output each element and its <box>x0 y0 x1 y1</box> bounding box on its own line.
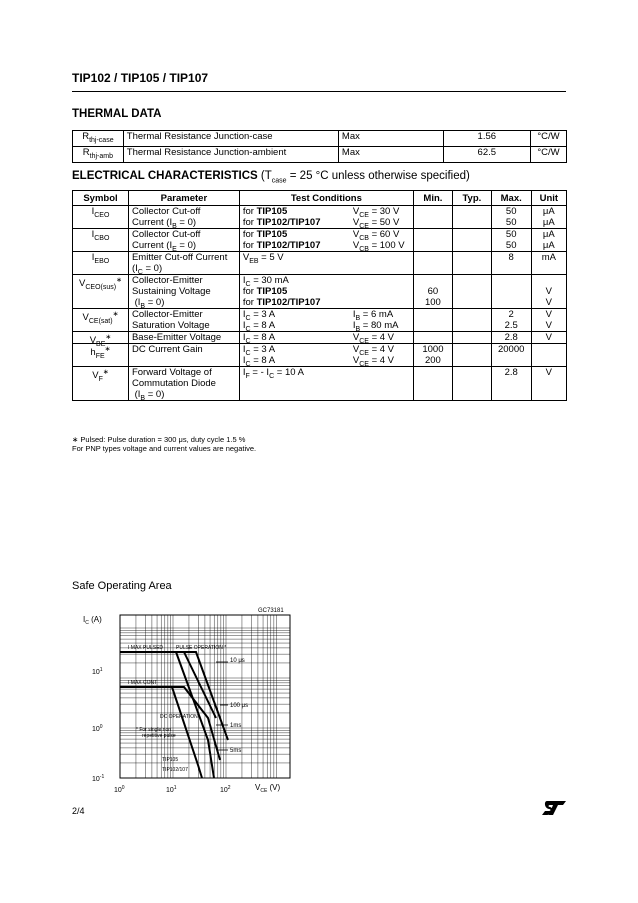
label-tip105: TIP105 <box>162 757 179 763</box>
row-max: 8 <box>491 252 531 275</box>
row-parameter: Collector-Emitter Saturation Voltage <box>128 309 239 332</box>
row-parameter: Collector Cut-off Current $(I_E = 0)$ <box>128 229 239 252</box>
label-repetitive: repetitive pulse <box>142 733 176 739</box>
soa-title: Safe Operating Area <box>72 580 172 592</box>
row-conditions: for TIP105 $V_{CB} = 60$ V for TIP102/TIP107 $V_{CB} = 100$ V <box>239 229 413 252</box>
row-min: 60 100 <box>413 275 452 309</box>
table-row <box>73 367 567 401</box>
row-parameter: Forward Voltage of Commutation Diode $(I_B = 0)$ <box>128 367 239 401</box>
row-symbol: $I_{CBO}$ <box>73 229 129 252</box>
col-conditions: Test Conditions <box>239 191 413 206</box>
y-tick-10-m1: $10^{-1}$ <box>92 774 105 783</box>
row-max: 50 50 <box>491 206 531 229</box>
row-min <box>413 367 452 401</box>
table-row <box>73 275 567 309</box>
table-row <box>73 229 567 252</box>
label-dc-operation: DC OPERATION <box>160 714 198 720</box>
header-row <box>73 191 567 206</box>
row-symbol: $V_{BE}^∗$ <box>73 332 129 344</box>
row-typ <box>452 229 491 252</box>
row-min <box>413 229 452 252</box>
row-conditions: $V_{EB} = 5$ V <box>239 252 413 275</box>
row-conditions: for TIP105 $V_{CE} = 30$ V for TIP102/TIP107 $V_{CE} = 50$ V <box>239 206 413 229</box>
thermal-cond: Max <box>338 131 443 147</box>
row-unit: V V <box>531 275 566 309</box>
y-tick-10-0: $10^0$ <box>92 724 103 733</box>
thermal-param: Thermal Resistance Junction-ambient <box>123 146 338 162</box>
thermal-data-title: THERMAL DATA <box>72 108 162 120</box>
row-parameter: Base-Emitter Voltage <box>128 332 239 344</box>
figure-code: GC73181 <box>258 608 284 614</box>
thermal-param: Thermal Resistance Junction-case <box>123 131 338 147</box>
st-logo-icon <box>541 800 567 816</box>
row-unit: μA μA <box>531 206 566 229</box>
label-5ms: 5ms <box>230 748 242 754</box>
header-rule <box>72 91 566 92</box>
thermal-table <box>72 130 567 163</box>
x-tick-10-1: $10^1$ <box>166 785 177 794</box>
row-max: 50 50 <box>491 229 531 252</box>
row-typ <box>452 344 491 367</box>
row-conditions: $I_C = 3$ A $V_{CE} = 4$ V $I_C = 8$ A $V_{CE} = 4$ V <box>239 344 413 367</box>
row-conditions: $I_C = 30$ mA for TIP105 for TIP102/TIP107 <box>239 275 413 309</box>
col-symbol: Symbol <box>73 191 129 206</box>
row-max: 2 2.5 <box>491 309 531 332</box>
safe-operating-area-chart <box>80 600 300 800</box>
x-tick-10-2: $10^2$ <box>220 785 231 794</box>
row-typ <box>452 332 491 344</box>
row-unit <box>531 344 566 367</box>
col-parameter: Parameter <box>128 191 239 206</box>
row-symbol: $h_{FE}^∗$ <box>73 344 129 367</box>
row-typ <box>452 206 491 229</box>
row-unit: V <box>531 367 566 401</box>
row-unit: V V <box>531 309 566 332</box>
x-axis-label: $V_{CE}$ (V) <box>255 783 281 794</box>
row-conditions: $I_F$ = - $I_C = 10$ A <box>239 367 413 401</box>
table-row <box>73 252 567 275</box>
row-min: 1000 200 <box>413 344 452 367</box>
row-max: 20000 <box>491 344 531 367</box>
table-row <box>73 309 567 332</box>
row-min <box>413 252 452 275</box>
thermal-value: 1.56 <box>443 131 530 147</box>
thermal-value: 62.5 <box>443 146 530 162</box>
thermal-symbol: $R_{thj-case}$ <box>73 131 124 147</box>
x-tick-10-0: $10^0$ <box>114 785 125 794</box>
row-max <box>491 275 531 309</box>
row-unit: mA <box>531 252 566 275</box>
table-row <box>73 206 567 229</box>
row-parameter: Collector Cut-off Current $(I_B = 0)$ <box>128 206 239 229</box>
page-number: 2/4 <box>72 806 85 816</box>
electrical-title: ELECTRICAL CHARACTERISTICS ($T_{case} = 25$ °C unless otherwise specified) <box>72 170 470 185</box>
label-ic-max-cont: I MAX CONT <box>128 680 158 686</box>
document-header: TIP102 / TIP105 / TIP107 <box>72 71 209 85</box>
footnote-pulsed: ∗ Pulsed: Pulse duration = 300 μs, duty cycle 1.5 % <box>72 435 246 444</box>
col-max: Max. <box>491 191 531 206</box>
thermal-row <box>73 131 567 147</box>
row-parameter: Collector-Emitter Sustaining Voltage $(I_B = 0)$ <box>128 275 239 309</box>
row-parameter: DC Current Gain <box>128 344 239 367</box>
col-min: Min. <box>413 191 452 206</box>
y-tick-10-1: $10^1$ <box>92 667 103 676</box>
row-symbol: $I_{EBO}$ <box>73 252 129 275</box>
thermal-unit: °C/W <box>531 131 567 147</box>
label-10us: 10 μs <box>230 658 245 664</box>
footnote-pnp: For PNP types voltage and current values are negative. <box>72 444 257 453</box>
thermal-row <box>73 146 567 162</box>
row-unit: V <box>531 332 566 344</box>
row-max: 2.8 <box>491 367 531 401</box>
col-unit: Unit <box>531 191 566 206</box>
row-max: 2.8 <box>491 332 531 344</box>
thermal-cond: Max <box>338 146 443 162</box>
label-single-pulse: * For single non <box>136 727 172 733</box>
label-1ms: 1ms <box>230 723 242 729</box>
row-symbol: $V_{CEO(sus)}^∗$ <box>73 275 129 309</box>
label-pulse-operation: PULSE OPERATION * <box>176 645 227 651</box>
row-min <box>413 206 452 229</box>
thermal-symbol: $R_{thj-amb}$ <box>73 146 124 162</box>
row-parameter: Emitter Cut-off Current $(I_C = 0)$ <box>128 252 239 275</box>
row-min <box>413 332 452 344</box>
thermal-unit: °C/W <box>531 146 567 162</box>
col-typ: Typ. <box>452 191 491 206</box>
row-unit: μA μA <box>531 229 566 252</box>
row-typ <box>452 309 491 332</box>
table-row <box>73 332 567 344</box>
y-axis-label: $I_C$ (A) <box>83 615 102 626</box>
row-conditions: $I_C = 8$ A $V_{CE} = 4$ V <box>239 332 413 344</box>
electrical-table <box>72 190 567 401</box>
row-symbol: $V_F^∗$ <box>73 367 129 401</box>
label-100us: 100 μs <box>230 703 249 709</box>
row-typ <box>452 275 491 309</box>
row-typ <box>452 367 491 401</box>
label-ic-max-pulsed: I MAX PULSED <box>128 645 164 651</box>
row-conditions: $I_C = 3$ A $I_B = 6$ mA $I_C = 8$ A $I_B = 80$ mA <box>239 309 413 332</box>
row-symbol: $V_{CE(sat)}^∗$ <box>73 309 129 332</box>
row-symbol: $I_{CEO}$ <box>73 206 129 229</box>
label-tip102-107: TIP102/107 <box>162 767 188 773</box>
row-min <box>413 309 452 332</box>
row-typ <box>452 252 491 275</box>
table-row <box>73 344 567 367</box>
